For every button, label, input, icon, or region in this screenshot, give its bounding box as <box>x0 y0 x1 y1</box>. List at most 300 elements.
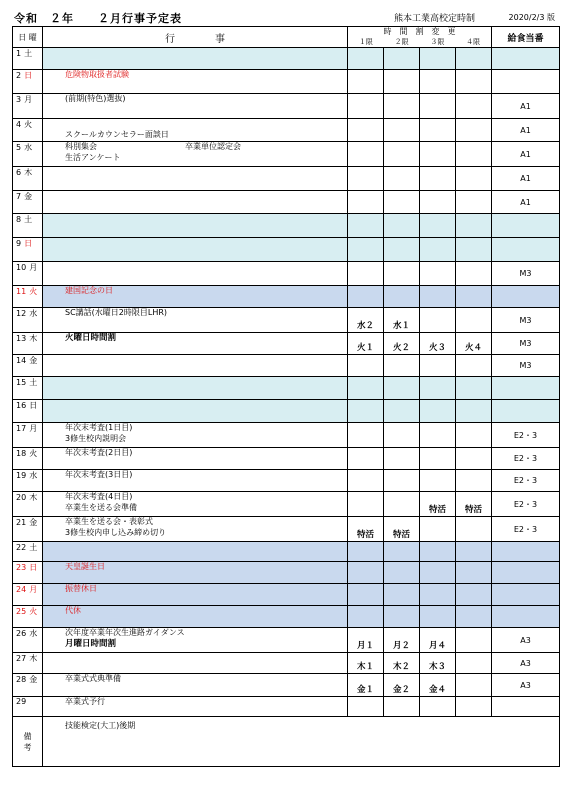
weekday: 日 <box>24 71 33 80</box>
period-cell <box>456 48 492 70</box>
period-cell <box>420 697 456 717</box>
period-cell <box>348 697 384 717</box>
schedule-row <box>13 542 560 562</box>
period-cell <box>348 492 384 517</box>
lunch-duty-cell: E2・3 <box>492 517 560 542</box>
period-cell <box>348 262 384 286</box>
lunch-duty-cell <box>492 562 560 584</box>
event-text: 年次末考査(4日目) <box>65 492 133 501</box>
lunch-duty-cell <box>492 214 560 238</box>
lunch-duty-cell: A3 <box>492 653 560 674</box>
period-labels <box>348 37 491 47</box>
event-text: 卒業生を送る会・表彰式 <box>65 517 153 526</box>
events-cell <box>43 119 348 142</box>
period-cell <box>456 470 492 492</box>
period-cell <box>384 94 420 119</box>
period-cell <box>384 214 420 238</box>
day-number: 10 <box>16 263 27 272</box>
events-cell <box>43 167 348 191</box>
weekday: 火 <box>29 449 38 458</box>
period-cell: 特活 <box>348 517 384 542</box>
weekday: 土 <box>24 49 33 58</box>
period-label: ３限 <box>430 38 445 46</box>
period-cell <box>456 423 492 448</box>
weekday: 木 <box>29 493 38 502</box>
weekday: 月 <box>29 424 38 433</box>
events-cell <box>43 448 348 470</box>
day-cell <box>13 191 43 214</box>
period-cell <box>420 94 456 119</box>
event-text: 次年度卒業年次生進路ガイダンス <box>65 628 185 637</box>
period-cell <box>384 238 420 262</box>
day-cell <box>13 653 43 674</box>
period-cell: 火３ <box>420 333 456 355</box>
event-text: 3修生校内説明会 <box>65 433 127 443</box>
weekday: 木 <box>29 654 38 663</box>
period-cell <box>348 94 384 119</box>
day-cell <box>13 542 43 562</box>
day-number: 29 <box>16 697 27 706</box>
lunch-duty-cell: M3 <box>492 355 560 377</box>
period-cell <box>348 584 384 606</box>
event-text: 生活アンケート <box>65 152 121 162</box>
event-text: 火曜日時間割 <box>65 333 117 343</box>
period-cell <box>420 238 456 262</box>
period-cell <box>348 70 384 94</box>
event-text: 科別集会 卒業単位認定会 <box>65 142 241 151</box>
day-number: 5 <box>16 143 22 152</box>
schedule-row <box>13 697 560 717</box>
period-cell <box>348 606 384 628</box>
day-cell <box>13 674 43 697</box>
period-cell: 金４ <box>420 674 456 697</box>
period-cell <box>348 191 384 214</box>
period-cell <box>420 308 456 333</box>
period-label: １限 <box>358 38 373 46</box>
day-number: 8 <box>16 215 22 224</box>
events-cell <box>43 470 348 492</box>
schedule-row <box>13 214 560 238</box>
weekday: 月 <box>29 263 38 272</box>
period-cell <box>384 470 420 492</box>
lunch-duty-cell: M3 <box>492 333 560 355</box>
day-number: 13 <box>16 334 27 343</box>
day-number: 2 <box>16 71 22 80</box>
lunch-duty-cell: A1 <box>492 142 560 167</box>
schedule-row <box>13 191 560 214</box>
period-cell <box>384 492 420 517</box>
events-column-header: 行 事 <box>43 27 348 48</box>
event-text: 危険物取扱者試験 <box>65 70 129 79</box>
lunch-duty-cell: E2・3 <box>492 423 560 448</box>
remarks-label <box>13 717 43 767</box>
weekday: 水 <box>29 309 38 318</box>
weekday: 火 <box>24 120 33 129</box>
event-text: 3修生校内申し込み締め切り <box>65 527 167 537</box>
weekday: 水 <box>29 471 38 480</box>
period-cell <box>420 48 456 70</box>
period-cell <box>384 70 420 94</box>
remarks-content <box>43 717 560 767</box>
period-cell <box>420 542 456 562</box>
period-cell <box>384 355 420 377</box>
period-cell <box>348 214 384 238</box>
lunch-duty-cell <box>492 48 560 70</box>
day-cell <box>13 70 43 94</box>
period-cell <box>456 308 492 333</box>
event-text: 卒業式式典準備 <box>65 674 121 683</box>
lunch-duty-cell <box>492 584 560 606</box>
day-column-header: 日 曜 <box>13 27 43 48</box>
day-number: 6 <box>16 168 22 177</box>
day-number: 25 <box>16 607 27 616</box>
lunch-duty-cell <box>492 542 560 562</box>
period-cell <box>456 448 492 470</box>
day-number: 4 <box>16 120 22 129</box>
events-cell <box>43 191 348 214</box>
weekday: 土 <box>29 378 38 387</box>
period-cell <box>420 262 456 286</box>
period-cell <box>420 377 456 400</box>
period-cell <box>384 119 420 142</box>
event-text: 振替休日 <box>65 584 97 593</box>
remarks-row <box>13 717 560 767</box>
weekday: 月 <box>24 95 33 104</box>
schedule-row <box>13 628 560 653</box>
period-cell <box>420 606 456 628</box>
events-cell <box>43 562 348 584</box>
day-number: 22 <box>16 543 27 552</box>
lunch-duty-cell: A1 <box>492 119 560 142</box>
weekday: 金 <box>29 356 38 365</box>
period-cell <box>420 584 456 606</box>
events-cell <box>43 48 348 70</box>
period-cell <box>456 355 492 377</box>
period-cell <box>384 48 420 70</box>
period-cell <box>348 119 384 142</box>
day-cell <box>13 377 43 400</box>
weekday: 日 <box>29 401 38 410</box>
events-cell <box>43 653 348 674</box>
schedule-row <box>13 517 560 542</box>
day-number: 27 <box>16 654 27 663</box>
day-number: 19 <box>16 471 27 480</box>
period-label: ２限 <box>394 38 409 46</box>
period-cell <box>456 191 492 214</box>
weekday: 月 <box>29 585 38 594</box>
period-cell <box>384 142 420 167</box>
period-cell <box>348 167 384 191</box>
day-number: 18 <box>16 449 27 458</box>
lunch-duty-cell <box>492 238 560 262</box>
events-cell <box>43 674 348 697</box>
event-text: 卒業生を送る会準備 <box>65 502 137 512</box>
schedule-row <box>13 167 560 191</box>
events-cell <box>43 333 348 355</box>
period-cell: 木３ <box>420 653 456 674</box>
period-cell: 金１ <box>348 674 384 697</box>
lunch-duty-cell: M3 <box>492 308 560 333</box>
period-cell <box>384 606 420 628</box>
period-cell: 金２ <box>384 674 420 697</box>
lunch-duty-cell <box>492 286 560 308</box>
period-cell <box>456 94 492 119</box>
day-cell <box>13 94 43 119</box>
weekday: 金 <box>29 518 38 527</box>
remarks-label-char: 考 <box>23 742 32 752</box>
lunch-duty-cell: A3 <box>492 628 560 653</box>
version-date: 2020/2/3 版 <box>508 13 555 22</box>
period-cell <box>348 562 384 584</box>
day-cell <box>13 355 43 377</box>
schedule-row <box>13 492 560 517</box>
events-cell <box>43 308 348 333</box>
day-cell <box>13 48 43 70</box>
period-cell: 火１ <box>348 333 384 355</box>
day-cell <box>13 606 43 628</box>
period-cell <box>384 448 420 470</box>
schedule-row <box>13 333 560 355</box>
day-cell <box>13 697 43 717</box>
period-cell <box>456 542 492 562</box>
events-cell <box>43 377 348 400</box>
period-cell <box>456 377 492 400</box>
day-number: 3 <box>16 95 22 104</box>
schedule-row <box>13 653 560 674</box>
timetable-change-label: 時 間 割 変 更 <box>383 27 456 36</box>
events-cell <box>43 355 348 377</box>
schedule-row <box>13 262 560 286</box>
period-cell <box>456 238 492 262</box>
period-cell <box>384 542 420 562</box>
events-cell <box>43 94 348 119</box>
day-number: 17 <box>16 424 27 433</box>
schedule-row <box>13 119 560 142</box>
period-cell <box>384 262 420 286</box>
weekday: 木 <box>29 334 38 343</box>
lunch-duty-cell: E2・3 <box>492 492 560 517</box>
period-cell <box>456 517 492 542</box>
weekday: 火 <box>29 287 38 296</box>
lunch-duty-cell: M3 <box>492 262 560 286</box>
weekday: 木 <box>24 168 33 177</box>
period-cell: 特活 <box>384 517 420 542</box>
day-number: 1 <box>16 49 22 58</box>
events-cell <box>43 697 348 717</box>
timetable-change-header <box>348 27 492 48</box>
remarks-label-char: 備 <box>23 731 32 741</box>
period-cell <box>420 448 456 470</box>
events-cell <box>43 262 348 286</box>
table-header-row <box>13 27 560 48</box>
period-cell <box>456 119 492 142</box>
lunch-duty-cell: A3 <box>492 674 560 697</box>
period-cell: 木２ <box>384 653 420 674</box>
page-header <box>14 10 555 26</box>
period-cell: 水２ <box>348 308 384 333</box>
period-cell <box>348 448 384 470</box>
schedule-row <box>13 400 560 423</box>
day-cell <box>13 628 43 653</box>
day-number: 9 <box>16 239 22 248</box>
period-cell <box>348 286 384 308</box>
period-cell <box>420 70 456 94</box>
remarks-text: 技能検定(大工)後期 <box>65 721 136 730</box>
day-cell <box>13 470 43 492</box>
lunch-duty-cell <box>492 70 560 94</box>
lunch-duty-cell: E2・3 <box>492 470 560 492</box>
period-cell <box>420 191 456 214</box>
events-cell <box>43 286 348 308</box>
schedule-row <box>13 70 560 94</box>
school-name: 熊本工業高校定時制 <box>394 14 476 24</box>
day-number: 15 <box>16 378 27 387</box>
schedule-row <box>13 606 560 628</box>
day-cell <box>13 423 43 448</box>
weekday: 日 <box>29 563 38 572</box>
period-cell <box>348 542 384 562</box>
period-cell <box>348 423 384 448</box>
period-cell <box>348 355 384 377</box>
lunch-duty-cell <box>492 697 560 717</box>
period-cell <box>348 377 384 400</box>
weekday: 日 <box>24 239 33 248</box>
lunch-duty-cell: A1 <box>492 167 560 191</box>
period-cell <box>384 286 420 308</box>
day-number: 11 <box>16 287 27 296</box>
day-cell <box>13 142 43 167</box>
weekday: 水 <box>29 629 38 638</box>
period-cell <box>384 584 420 606</box>
period-label: ４限 <box>466 38 481 46</box>
events-cell <box>43 70 348 94</box>
schedule-row <box>13 562 560 584</box>
schedule-row <box>13 470 560 492</box>
schedule-body <box>13 27 560 767</box>
schedule-row <box>13 94 560 119</box>
lunch-duty-cell: E2・3 <box>492 448 560 470</box>
day-cell <box>13 119 43 142</box>
schedule-table <box>12 26 560 767</box>
day-cell <box>13 333 43 355</box>
day-cell <box>13 492 43 517</box>
day-number: 7 <box>16 192 22 201</box>
period-cell: 木１ <box>348 653 384 674</box>
event-text: 卒業式予行 <box>65 697 105 706</box>
schedule-row <box>13 377 560 400</box>
event-text: 天皇誕生日 <box>65 562 105 571</box>
schedule-row <box>13 355 560 377</box>
period-cell <box>348 142 384 167</box>
period-cell <box>456 562 492 584</box>
day-number: 28 <box>16 675 27 684</box>
day-cell <box>13 400 43 423</box>
period-cell <box>420 562 456 584</box>
weekday: 水 <box>24 143 33 152</box>
event-text: 月曜日時間割 <box>65 638 117 649</box>
period-cell <box>456 653 492 674</box>
event-text: 建国記念の日 <box>65 286 113 295</box>
lunch-duty-header: 給食当番 <box>492 27 560 48</box>
event-text: スクールカウンセラー面談日 <box>65 129 169 139</box>
schedule-row <box>13 286 560 308</box>
event-text: 年次末考査(2日目) <box>65 448 133 457</box>
period-cell <box>420 167 456 191</box>
period-cell: 火２ <box>384 333 420 355</box>
event-text: 年次末考査(1日目) <box>65 423 133 432</box>
period-cell <box>384 562 420 584</box>
day-number: 23 <box>16 563 27 572</box>
schedule-row <box>13 308 560 333</box>
period-cell <box>456 167 492 191</box>
period-cell <box>456 697 492 717</box>
period-cell <box>384 167 420 191</box>
period-cell <box>420 423 456 448</box>
weekday: 土 <box>29 543 38 552</box>
day-number: 16 <box>16 401 27 410</box>
period-cell: 月１ <box>348 628 384 653</box>
period-cell: 火４ <box>456 333 492 355</box>
period-cell <box>348 400 384 423</box>
period-cell <box>384 697 420 717</box>
period-cell <box>420 214 456 238</box>
day-cell <box>13 286 43 308</box>
weekday: 金 <box>29 675 38 684</box>
period-cell <box>456 400 492 423</box>
day-number: 21 <box>16 518 27 527</box>
lunch-duty-cell <box>492 400 560 423</box>
day-cell <box>13 238 43 262</box>
day-number: 20 <box>16 493 27 502</box>
period-cell: 特活 <box>456 492 492 517</box>
day-cell <box>13 448 43 470</box>
schedule-row <box>13 448 560 470</box>
period-cell: 月４ <box>420 628 456 653</box>
period-cell <box>456 674 492 697</box>
schedule-row <box>13 423 560 448</box>
schedule-row <box>13 142 560 167</box>
weekday: 土 <box>24 215 33 224</box>
period-cell <box>348 48 384 70</box>
events-cell <box>43 423 348 448</box>
event-text <box>65 119 347 130</box>
period-cell <box>420 286 456 308</box>
events-cell <box>43 517 348 542</box>
lunch-duty-cell: A1 <box>492 191 560 214</box>
schedule-row <box>13 674 560 697</box>
event-text: SC講話(水曜日2時限目LHR) <box>65 308 168 317</box>
period-cell <box>456 214 492 238</box>
period-cell <box>456 70 492 94</box>
period-cell: 月２ <box>384 628 420 653</box>
period-cell <box>384 423 420 448</box>
period-cell: 特活 <box>420 492 456 517</box>
day-cell <box>13 214 43 238</box>
period-cell <box>456 286 492 308</box>
period-cell <box>456 606 492 628</box>
events-cell <box>43 584 348 606</box>
period-cell <box>420 355 456 377</box>
schedule-row <box>13 238 560 262</box>
period-cell <box>420 400 456 423</box>
weekday: 金 <box>24 192 33 201</box>
weekday: 火 <box>29 607 38 616</box>
events-cell <box>43 628 348 653</box>
day-number: 26 <box>16 629 27 638</box>
day-number: 14 <box>16 356 27 365</box>
lunch-duty-cell: A1 <box>492 94 560 119</box>
day-cell <box>13 517 43 542</box>
